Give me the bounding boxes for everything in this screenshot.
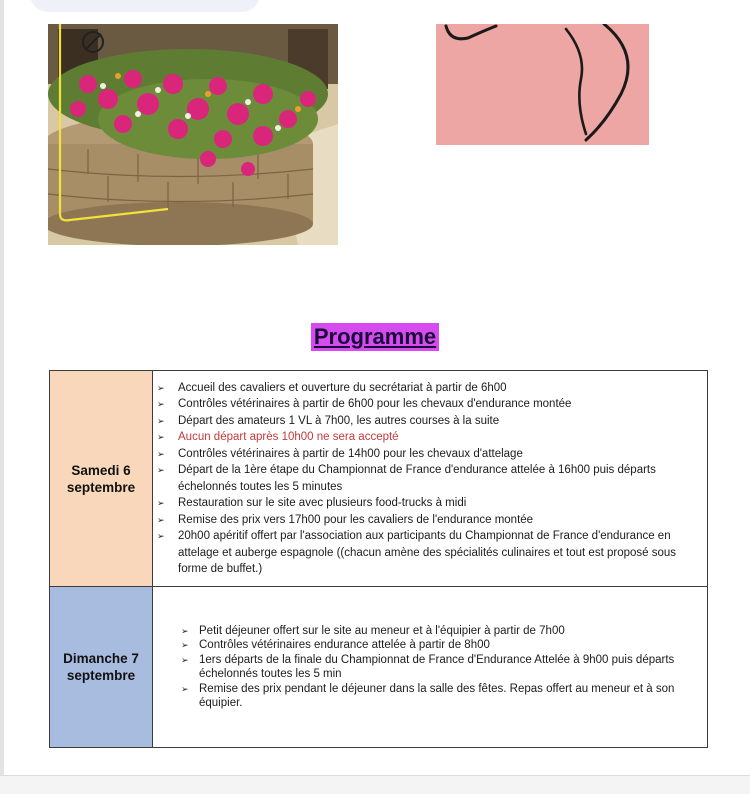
list-item: ➢ Contrôles vétérinaires à partir de 6h00 pour les chevaux d'endurance montée: [153, 396, 707, 413]
arrow-bullet-icon: ➢: [181, 640, 189, 650]
list-item: ➢ 20h00 apéritif offert par l'association aux participants du Championnat de France d'endurance en attelage et auberge espagnole ((chacun amène des spécialités culinaires et tout est proposé sous forme de buffet.): [157, 530, 677, 575]
arrow-bullet-icon: ➢: [157, 531, 165, 541]
programme-heading: Programme: [311, 323, 439, 351]
schedule-row-saturday: [50, 371, 708, 587]
arrow-bullet-icon: ➢: [181, 654, 189, 665]
day-cell-saturday: Samedi 6 septembre: [50, 371, 153, 587]
arrow-bullet-icon: ➢: [157, 465, 165, 475]
list-item: ➢ Départ des amateurs 1 VL à 7h00, les autres courses à la suite: [153, 413, 707, 430]
warning-list-item: ➢ Aucun départ après 10h00 ne sera accepté: [153, 429, 707, 446]
list-item: ➢ Remise des prix vers 17h00 pour les cavaliers de l'endurance montée: [153, 512, 707, 529]
list-item: ➢ Contrôles vétérinaires à partir de 14h00 pour les chevaux d'attelage: [153, 446, 707, 463]
top-tab-shape: [30, 0, 260, 12]
horse-outline-illustration: [436, 24, 649, 145]
list-item: ➢ Contrôles vétérinaires endurance attelée à partir de 8h00: [181, 639, 490, 651]
day-cell-sunday: Dimanche 7 septembre: [50, 587, 153, 748]
arrow-bullet-icon: ➢: [157, 382, 165, 393]
programme-table: [49, 370, 708, 748]
list-item: ➢ Accueil des cavaliers et ouverture du secrétariat à partir de 6h00: [153, 380, 707, 397]
list-item: ➢ Remise des prix pendant le déjeuner dans la salle des fêtes. Repas offert au meneur et à son équipier.: [181, 682, 675, 709]
page-bottom-band: [0, 775, 750, 794]
arrow-bullet-icon: ➢: [181, 625, 189, 636]
saturday-item-list: [153, 380, 707, 578]
schedule-row-sunday: [50, 587, 708, 748]
arrow-bullet-icon: ➢: [157, 415, 165, 426]
arrow-bullet-icon: ➢: [157, 514, 165, 525]
arrow-bullet-icon: ➢: [157, 432, 165, 442]
list-item: ➢ 1ers départs de la finale du Championnat de France d'Endurance Attelée à 9h00 puis départs échelonnés toutes les 5 min: [181, 653, 675, 680]
arrow-bullet-icon: ➢: [157, 399, 165, 409]
arrow-bullet-icon: ➢: [181, 683, 189, 694]
items-cell-sunday: [153, 587, 708, 748]
page-left-edge: [0, 0, 4, 793]
items-cell-saturday: [153, 371, 708, 587]
sunday-item-list: [177, 624, 707, 711]
flower-fountain-photo: [48, 24, 338, 245]
arrow-bullet-icon: ➢: [157, 448, 165, 459]
arrow-bullet-icon: ➢: [157, 498, 165, 508]
list-item: ➢ Départ de la 1ère étape du Championnat de France d'endurance attelée à 16h00 puis départs échelonnés toutes les 5 minutes: [157, 464, 656, 493]
list-item: ➢ Petit déjeuner offert sur le site au meneur et à l'équipier à partir de 7h00: [181, 624, 565, 637]
list-item: ➢ Restauration sur le site avec plusieurs food-trucks à midi: [153, 495, 707, 512]
